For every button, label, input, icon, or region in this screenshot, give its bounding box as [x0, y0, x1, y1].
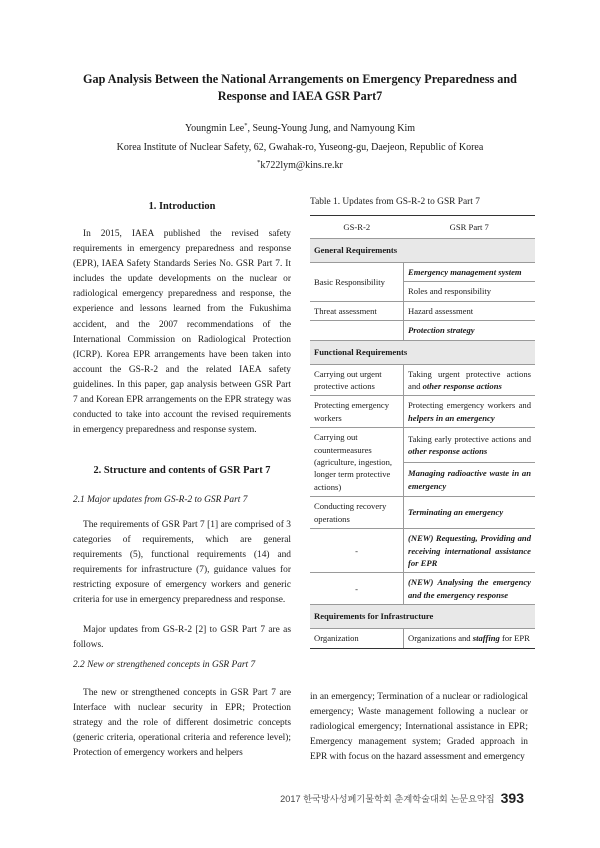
authors — [40, 123, 560, 134]
email-mark: * — [257, 159, 261, 166]
table-row — [310, 629, 535, 648]
section-general: General Requirements — [310, 239, 535, 263]
cell-protecting-workers-new — [404, 396, 536, 428]
table-header-row — [310, 216, 535, 239]
para-2-1-b: Major updates from GS-R-2 [2] to GSR Part 7 are as follows. — [73, 625, 291, 651]
lead-author: Youngmin Lee — [184, 123, 245, 134]
cell-protecting-workers: Protecting emergency workers — [310, 396, 404, 428]
para-2-2: The new or strengthened concepts in GSR Part 7 are Interface with nuclear security in EPR; Protection strategy and the role of different dosimetric concepts (generic criteria, operational criteria and reference level); Protection of emergency workers and helpers — [73, 688, 291, 759]
cell-terminating: Terminating an emergency — [404, 497, 536, 529]
cell-roles: Roles and responsibility — [404, 282, 536, 301]
structure-heading: 2. Structure and contents of GSR Part 7 — [93, 465, 271, 476]
intro-heading: 1. Introduction — [148, 201, 216, 212]
cell-dash: - — [310, 573, 404, 605]
updates-table — [310, 215, 535, 649]
cell-emphasis: other response actions — [408, 446, 488, 456]
cell-emphasis: other response actions — [422, 381, 502, 392]
section-row — [310, 340, 535, 364]
cell-text: Taking urgent protective actions and — [408, 368, 531, 392]
table-row — [310, 321, 535, 340]
table-row — [310, 396, 535, 428]
table-row — [310, 529, 535, 573]
table-row — [310, 497, 535, 529]
section-row — [310, 239, 535, 263]
section-functional: Functional Requirements — [310, 340, 535, 364]
cell-carrying-urgent: Carrying out urgent protective actions — [310, 364, 404, 396]
cell-countermeasures: Carrying out countermeasures (agriculture, ingestion, longer term protective actions) — [310, 428, 404, 497]
cell-ems: Emergency management system — [404, 263, 536, 282]
email — [40, 160, 560, 171]
table-row — [310, 263, 535, 282]
table-row — [310, 364, 535, 396]
cell-text: Organizations and — [408, 633, 473, 644]
cell-hazard: Hazard assessment — [404, 301, 536, 320]
co-authors: , Seung-Young Jung, and Namyoung Kim — [247, 123, 416, 134]
email-address: k722lym@kins.re.kr — [260, 160, 343, 171]
affiliation: Korea Institute of Nuclear Safety, 62, Gwahak-ro, Yuseong-gu, Daejeon, Republic of Korea — [116, 142, 484, 153]
footer-text: 2017 한국방사성폐기물학회 춘계학술대회 논문요약집 — [280, 794, 495, 804]
page-footer — [280, 790, 524, 806]
table-caption: Table 1. Updates from GS-R-2 to GSR Part 7 — [310, 197, 480, 207]
cell-recovery: Conducting recovery operations — [310, 497, 404, 529]
cell-protection-strategy: Protection strategy — [404, 321, 536, 340]
cell-basic-responsibility: Basic Responsibility — [310, 263, 404, 302]
cell-emphasis: helpers in an emergency — [408, 412, 495, 423]
cell-international: (NEW) Requesting, Providing and receiving international assistance for EPR — [404, 529, 536, 573]
cell-empty — [310, 321, 404, 340]
page-number: 393 — [500, 790, 524, 806]
cell-text: Taking early protective actions and — [408, 433, 531, 444]
intro-paragraph: In 2015, IAEA published the revised safety requirements in emergency preparedness and response (EPR), IAEA Safety Standards Series No. GSR Part 7. It includes the update developments on the nuclear or radiological emergency preparedness and response, the experience and lessons learned from the Fukushima accident, and the 2007 recommendations of the International Commission on Radiological Protection (ICRP). Korea EPR arrangements have been taken into account the GS-R-2 and the related IAEA safety guidelines. In this paper, gap analysis between GSR Part 7 and Korean EPR arrangements on the EPR strategy was conducted to take into account the revised requirements in emergency preparedness and response system. — [73, 229, 291, 436]
table-row — [310, 428, 535, 463]
right-column-paragraph: in an emergency; Termination of a nuclear or radiological emergency; Waste management following a nuclear or radiological emergency; International assistance in EPR; Emergency management system; Graded approach in EPR with focus on the hazard assessment and emergency — [310, 692, 528, 763]
cell-threat: Threat assessment — [310, 301, 404, 320]
col-header-gsr2: GS-R-2 — [310, 216, 404, 239]
subsection-2-1: 2.1 Major updates from GS-R-2 to GSR Part 7 — [73, 495, 248, 505]
cell-waste: Managing radioactive waste in an emergency — [404, 462, 536, 497]
cell-text: Protecting emergency workers and — [408, 400, 531, 411]
title-line-1: Gap Analysis Between the National Arrangements on Emergency Preparedness and — [83, 72, 517, 86]
subsection-2-2: 2.2 New or strengthened concepts in GSR Part 7 — [73, 660, 256, 670]
corresponding-mark: * — [244, 122, 248, 129]
section-infrastructure: Requirements for Infrastructure — [310, 605, 535, 629]
cell-dash: - — [310, 529, 404, 573]
cell-emphasis: staffing — [472, 633, 500, 644]
para-2-1-a: The requirements of GSR Part 7 [1] are comprised of 3 categories of requirements, which are general requirements (5), functional requirements (14) and requirements for infrastructure (7), guidance values for restricting exposure of emergency workers and generic criteria for use in emergency preparedness and response. — [73, 520, 291, 606]
cell-organizations-staffing — [404, 629, 536, 648]
section-row — [310, 605, 535, 629]
cell-taking-early — [404, 428, 536, 463]
cell-analysing: (NEW) Analysing the emergency and the emergency response — [404, 573, 536, 605]
col-header-gsr7: GSR Part 7 — [404, 216, 536, 239]
paper-title — [40, 71, 560, 105]
cell-organization: Organization — [310, 629, 404, 648]
title-line-2: Response and IAEA GSR Part7 — [217, 89, 383, 103]
cell-text: for EPR — [499, 633, 530, 644]
cell-taking-urgent — [404, 364, 536, 396]
table-row — [310, 301, 535, 320]
table-row — [310, 573, 535, 605]
